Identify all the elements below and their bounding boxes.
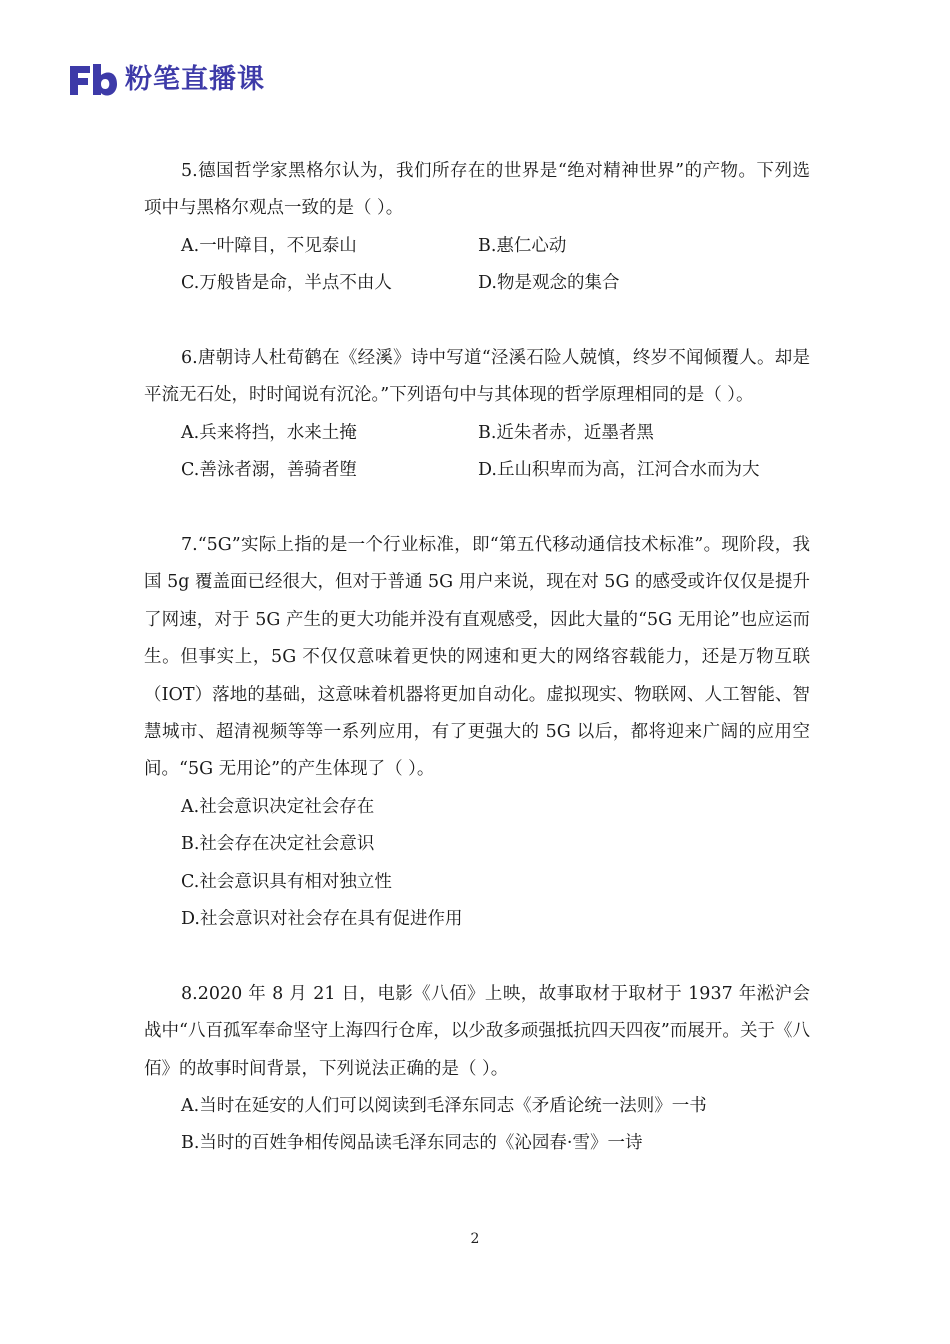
question-stem: 7.“5G”实际上指的是一个行业标准，即“第五代移动通信技术标准”。现阶段，我国 5g 覆盖面已经很大，但对于普通 5G 用户来说，现在对 5G 的感受或许仅仅是提升了网速，对于 5G 产生的更大功能并没有直观感受，因此大量的“5G 无用论”也应运而生。但事实上，5G 不仅仅意味着更快的网速和更大的网络容载能力，还是万物互联（IOT）落地的基础，这意味着机器将更加自动化。虚拟现实、物联网、人工智能、智慧城市、超清视频等等一系列应用，有了更强大的 5G 以后，都将迎来广阔的应用空间。“5G 无用论”的产生体现了（ ）。	[144, 534, 810, 780]
option-a: A.社会意识决定社会存在	[181, 796, 375, 817]
option-c: C.社会意识具有相对独立性	[181, 871, 392, 892]
option-row	[181, 265, 810, 302]
option-d: D.社会意识对社会存在具有促进作用	[181, 908, 463, 929]
option-b: B.社会存在决定社会意识	[181, 834, 375, 855]
spacer	[144, 938, 810, 975]
option-c: C.万般皆是命，半点不由人	[181, 273, 392, 294]
option-a: A.一叶障目，不见泰山	[181, 235, 357, 256]
option-a: A.兵来将挡，水来土掩	[181, 422, 357, 443]
question-7	[144, 527, 810, 938]
option-row	[181, 415, 810, 452]
question-5	[144, 153, 810, 303]
option-d: D.物是观念的集合	[478, 273, 620, 294]
question-stem: 8.2020 年 8 月 21 日，电影《八佰》上映，故事取材于取材于 1937 年淞沪会战中“八百孤军奉命坚守上海四行仓库，以少敌多顽强抵抗四天四夜”而展开。关于《八佰》的故事时间背景，下列说法正确的是（ ）。	[144, 983, 810, 1079]
question-stem: 6.唐朝诗人杜荀鹤在《经溪》诗中写道“泾溪石险人兢慎，终岁不闻倾覆人。却是平流无石处，时时闻说有沉沦。”下列语句中与其体现的哲学原理相同的是（ ）。	[144, 347, 810, 406]
brand-name: 粉笔直播课	[125, 64, 265, 95]
options	[144, 1088, 810, 1163]
question-stem: 5.德国哲学家黑格尔认为，我们所存在的世界是“绝对精神世界”的产物。下列选项中与黑格尔观点一致的是（ ）。	[144, 161, 810, 219]
spacer	[144, 490, 810, 527]
question-6	[144, 340, 810, 490]
option-a: A.当时在延安的人们可以阅读到毛泽东同志《矛盾论统一法则》一书	[181, 1095, 707, 1116]
header	[67, 62, 265, 98]
option-row	[181, 452, 810, 489]
question-8	[144, 976, 810, 1163]
page-number: 2	[470, 1231, 480, 1247]
option-b: B.近朱者赤，近墨者黑	[478, 422, 654, 443]
option-b: B.当时的百姓争相传阅品读毛泽东同志的《沁园春·雪》一诗	[181, 1133, 643, 1154]
option-b: B.惠仁心动	[478, 235, 567, 256]
spacer	[144, 303, 810, 340]
options	[144, 415, 810, 490]
options	[144, 228, 810, 303]
option-c: C.善泳者溺，善骑者堕	[181, 460, 357, 481]
fenbi-logo-icon	[67, 62, 119, 98]
options	[144, 789, 810, 939]
option-row	[181, 228, 810, 265]
option-d: D.丘山积卑而为高，江河合水而为大	[478, 460, 760, 481]
document-body	[144, 153, 810, 1163]
